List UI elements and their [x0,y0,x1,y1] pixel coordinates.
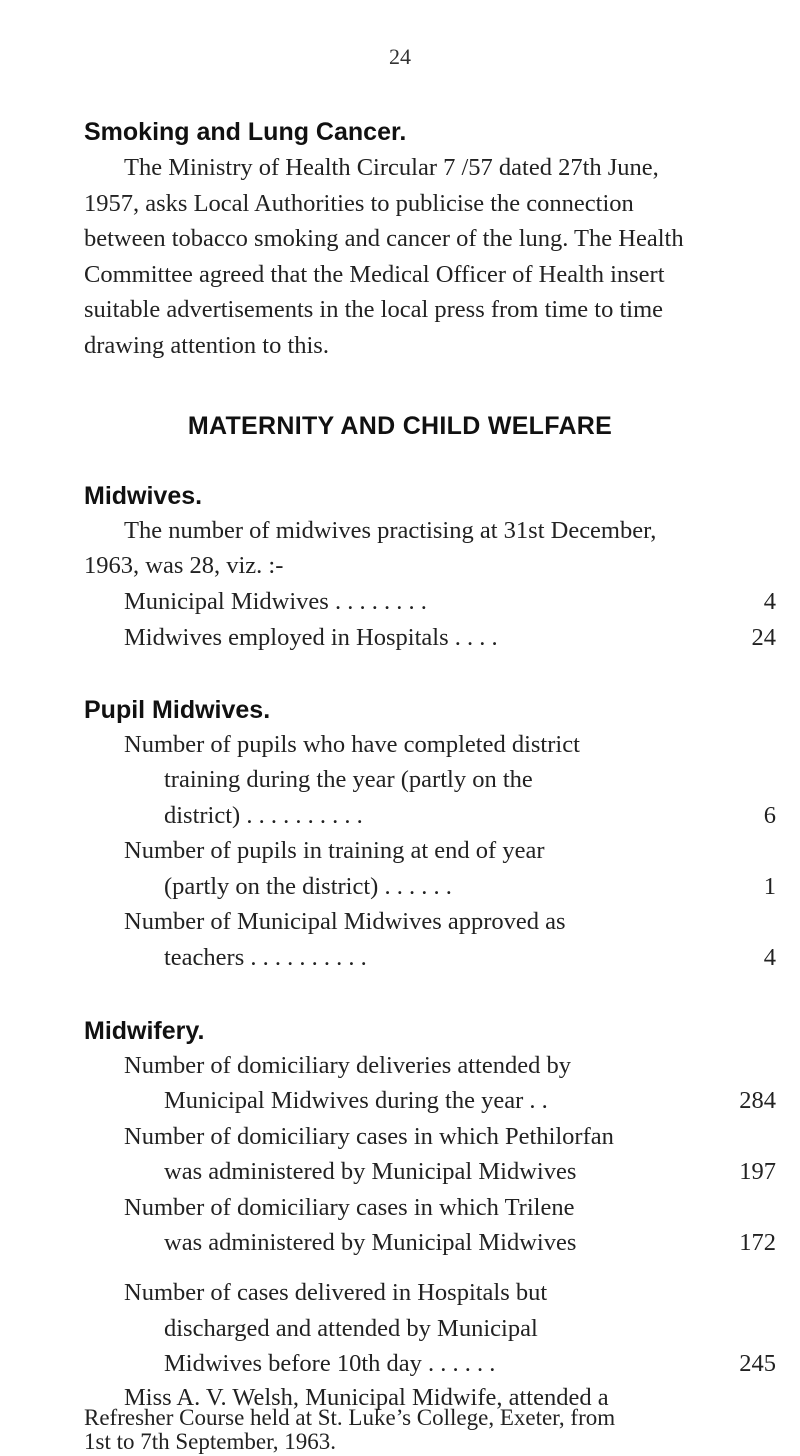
midwifery-item1-line1: Number of domiciliary deliveries attended by [124,1052,571,1079]
pupil-item2-line2: (partly on the district) . . . . . . [164,873,452,900]
pupil-item1-line1: Number of pupils who have completed district [124,731,580,758]
smoking-line-1: The Ministry of Health Circular 7 /57 dated 27th June, [124,154,659,181]
midwifery-item4-line3: Midwives before 10th day . . . . . . [164,1350,496,1377]
midwifery-item1-value: 284 [739,1087,776,1114]
pupil-midwives-heading: Pupil Midwives. [84,696,271,724]
pupil-item3-line2: teachers . . . . . . . . . . [164,944,367,971]
midwifery-heading: Midwifery. [84,1017,205,1045]
midwifery-item2-line1: Number of domiciliary cases in which Pethilorfan [124,1123,614,1150]
midwifery-item4-value: 245 [739,1350,776,1377]
midwifery-item2-line2: was administered by Municipal Midwives [164,1158,577,1185]
midwifery-item3-line1: Number of domiciliary cases in which Trilene [124,1194,575,1221]
midwifery-item3-value: 172 [739,1229,776,1256]
midwifery-item4-line1: Number of cases delivered in Hospitals but [124,1279,548,1306]
pupil-item1-value: 6 [763,802,776,829]
pupil-item1-line3: district) . . . . . . . . . . [164,802,363,829]
smoking-line-4: Committee agreed that the Medical Officer of Health insert [84,261,665,288]
midwives-row-value: 24 [751,624,776,651]
smoking-heading: Smoking and Lung Cancer. [84,118,407,146]
midwifery-item3-line2: was administered by Municipal Midwives [164,1229,577,1256]
section-title: MATERNITY AND CHILD WELFARE [187,412,613,440]
closing-line-3: 1st to 7th September, 1963. [84,1429,337,1454]
smoking-line-5: suitable advertisements in the local press from time to time [84,296,664,323]
midwives-row-value: 4 [763,588,776,615]
smoking-line-2: 1957, asks Local Authorities to publicise the connection [84,190,634,217]
pupil-item3-line1: Number of Municipal Midwives approved as [124,908,566,935]
midwives-intro-line-2: 1963, was 28, viz. :- [84,552,284,579]
smoking-line-3: between tobacco smoking and cancer of the lung. The Health [84,225,684,252]
pupil-item2-value: 1 [763,873,776,900]
closing-line-2: Refresher Course held at St. Luke’s College, Exeter, from [84,1405,616,1430]
pupil-item3-value: 4 [763,944,776,971]
midwives-intro-line-1: The number of midwives practising at 31st December, [124,517,657,544]
pupil-item2-line1: Number of pupils in training at end of year [124,837,545,864]
midwives-row-label: Municipal Midwives . . . . . . . . [124,588,427,615]
midwives-row-label: Midwives employed in Hospitals . . . . [124,624,498,651]
closing-line-1: Miss A. V. Welsh, Municipal Midwife, attended a [124,1384,609,1411]
midwifery-item1-line2: Municipal Midwives during the year . . [164,1087,548,1114]
pupil-item1-line2: training during the year (partly on the [164,766,533,793]
midwives-heading: Midwives. [84,482,203,510]
midwifery-item2-value: 197 [739,1158,776,1185]
smoking-line-6: drawing attention to this. [84,332,329,359]
midwifery-item4-line2: discharged and attended by Municipal [164,1315,538,1342]
page-number: 24 [389,44,411,69]
